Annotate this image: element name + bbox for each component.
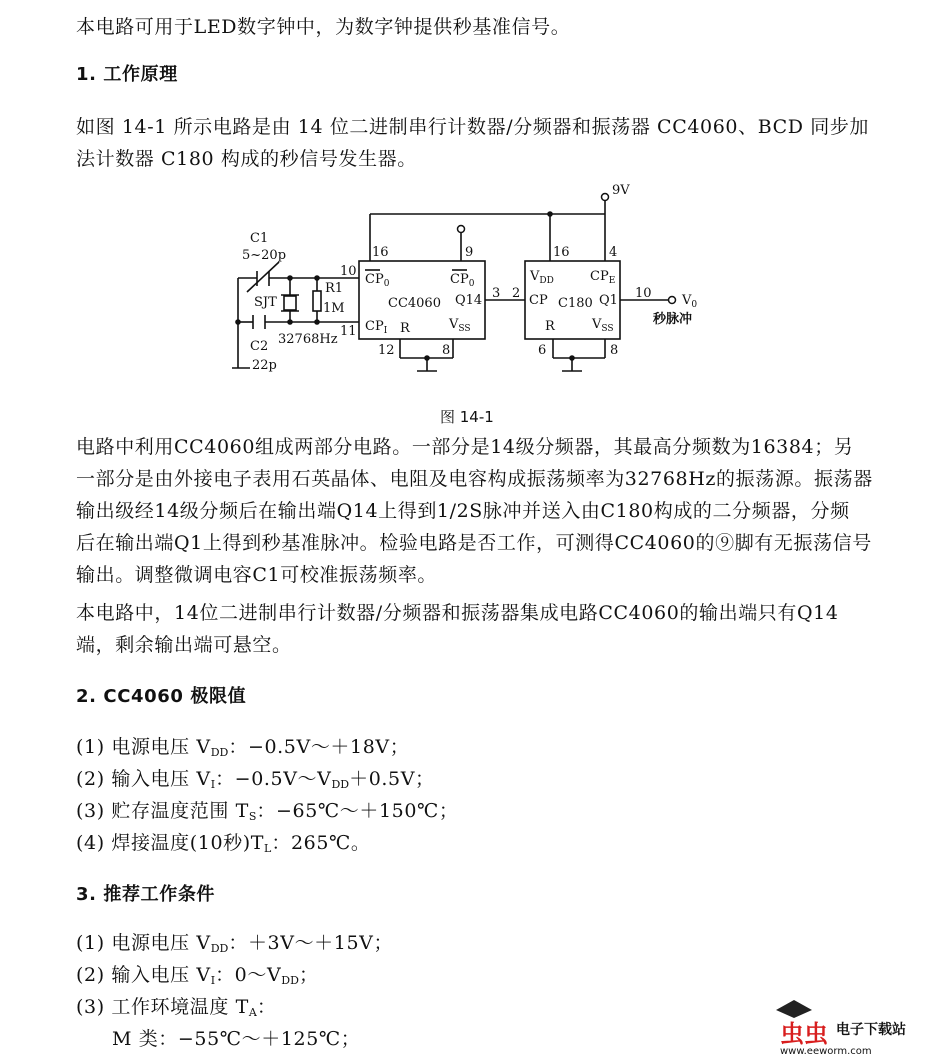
- watermark-url: www.eeworm.com: [780, 1046, 872, 1056]
- output-vo: $V_0$: [682, 293, 698, 310]
- circuit-diagram: [220, 178, 720, 400]
- limit-item-3: (3) 贮存温度范围 $T_S$：−65℃～＋150℃；: [76, 800, 459, 823]
- output-sec-pulse: 秒脉冲: [653, 312, 693, 327]
- ic1-r: R: [400, 321, 410, 336]
- pin-4-label: 4: [609, 245, 618, 260]
- ic1-cp0-left: $CP_0$: [365, 272, 390, 289]
- limit-item-1: (1) 电源电压 $V_{DD}$：−0.5V～＋18V；: [76, 736, 410, 759]
- cond-item-1: (1) 电源电压 $V_{DD}$：＋3V～＋15V；: [76, 932, 394, 955]
- pin-2-label: 2: [512, 286, 521, 301]
- para2-line5: 输出。调整微调电容C1可校准振荡频率。: [76, 564, 438, 586]
- cond-item-3: (3) 工作环境温度 $T_A$：: [76, 996, 277, 1019]
- ic2-q1: Q1: [599, 293, 618, 308]
- pin-10-label: 10: [340, 264, 357, 279]
- pin-8b-label: 8: [610, 343, 619, 358]
- intro-text: 本电路可用于LED数字钟中，为数字钟提供秒基准信号。: [76, 16, 571, 38]
- section-2-title: 2. CC4060 极限值: [76, 686, 247, 707]
- ic1-name: CC4060: [388, 296, 441, 311]
- limit-item-4: (4) 焊接温度(10秒)$T_L$：265℃。: [76, 832, 371, 855]
- pin-16a-label: 16: [372, 245, 389, 260]
- watermark-brand: 虫虫: [780, 1020, 828, 1048]
- watermark-logo: [772, 998, 922, 1056]
- ic2-cpe: $CP_E$: [590, 269, 616, 286]
- label-c1: C1: [250, 231, 269, 246]
- ic2-vss: $V_{SS}$: [592, 317, 614, 334]
- ic2-r: R: [545, 319, 555, 334]
- para2-line3: 输出级经14级分频后在输出端Q14上得到1/2S脉冲并送入由C180构成的二分频器，分频: [76, 500, 850, 522]
- ic2-vdd: $V_{DD}$: [530, 269, 554, 286]
- ic1-q14: Q14: [455, 293, 483, 308]
- label-vcc: 9V: [612, 183, 630, 198]
- ic2-name: C180: [558, 296, 593, 311]
- label-r1-value: 1M: [323, 301, 345, 316]
- label-crystal-freq: 32768Hz: [278, 332, 338, 347]
- pin-9-label: 9: [465, 245, 474, 260]
- section-3-title: 3. 推荐工作条件: [76, 884, 216, 905]
- pin-16b-label: 16: [553, 245, 570, 260]
- figure-caption: 图 14-1: [440, 408, 494, 426]
- label-r1: R1: [325, 281, 344, 296]
- pin-10b-label: 10: [635, 286, 652, 301]
- pin-11-label: 11: [340, 324, 357, 339]
- pin-3-label: 3: [492, 286, 501, 301]
- label-c2-value: 22p: [252, 358, 277, 373]
- para2-line2: 一部分是由外接电子表用石英晶体、电阻及电容构成振荡频率为32768Hz的振荡源。振荡器: [76, 468, 873, 490]
- para3-line2: 端，剩余输出端可悬空。: [76, 634, 292, 656]
- label-c1-value: 5~20p: [242, 248, 287, 263]
- para2-line4: 后在输出端Q1上得到秒基准脉冲。检验电路是否工作，可测得CC4060的⑨脚有无振荡信号: [76, 532, 872, 554]
- ic2-cp: CP: [529, 293, 548, 308]
- para2-line1: 电路中利用CC4060组成两部分电路。一部分是14级分频器，其最高分频数为16384；另: [76, 436, 854, 458]
- watermark-site-name: 电子下载站: [836, 1022, 906, 1038]
- para3-line1: 本电路中，14位二进制串行计数器/分频器和振荡器集成电路CC4060的输出端只有Q14: [76, 602, 839, 624]
- pin-12-label: 12: [378, 343, 395, 358]
- limit-item-2: (2) 输入电压 $V_I$：$-0.5V\sim V_{DD}+0.5V$；: [76, 768, 435, 791]
- ic1-cp-bottom: $CP_I$: [365, 319, 388, 336]
- label-sjt: SJT: [254, 295, 277, 310]
- graduation-cap-icon: [776, 1000, 812, 1018]
- section-1-title: 1. 工作原理: [76, 64, 178, 85]
- cond-m-class: M 类：−55℃～＋125℃；: [112, 1028, 361, 1050]
- para1-line2: 法计数器 C180 构成的秒信号发生器。: [76, 148, 417, 170]
- label-c2: C2: [250, 339, 269, 354]
- pin-6-label: 6: [538, 343, 547, 358]
- pin-8a-label: 8: [442, 343, 451, 358]
- ic1-vss: $V_{SS}$: [449, 317, 471, 334]
- ic1-cp0-right: $CP_0$: [450, 272, 475, 289]
- para1-line1: 如图 14-1 所示电路是由 14 位二进制串行计数器/分频器和振荡器 CC4060、BCD 同步加: [76, 116, 870, 138]
- cond-item-2: (2) 输入电压 $V_I$：$0\sim V_{DD}$；: [76, 964, 319, 987]
